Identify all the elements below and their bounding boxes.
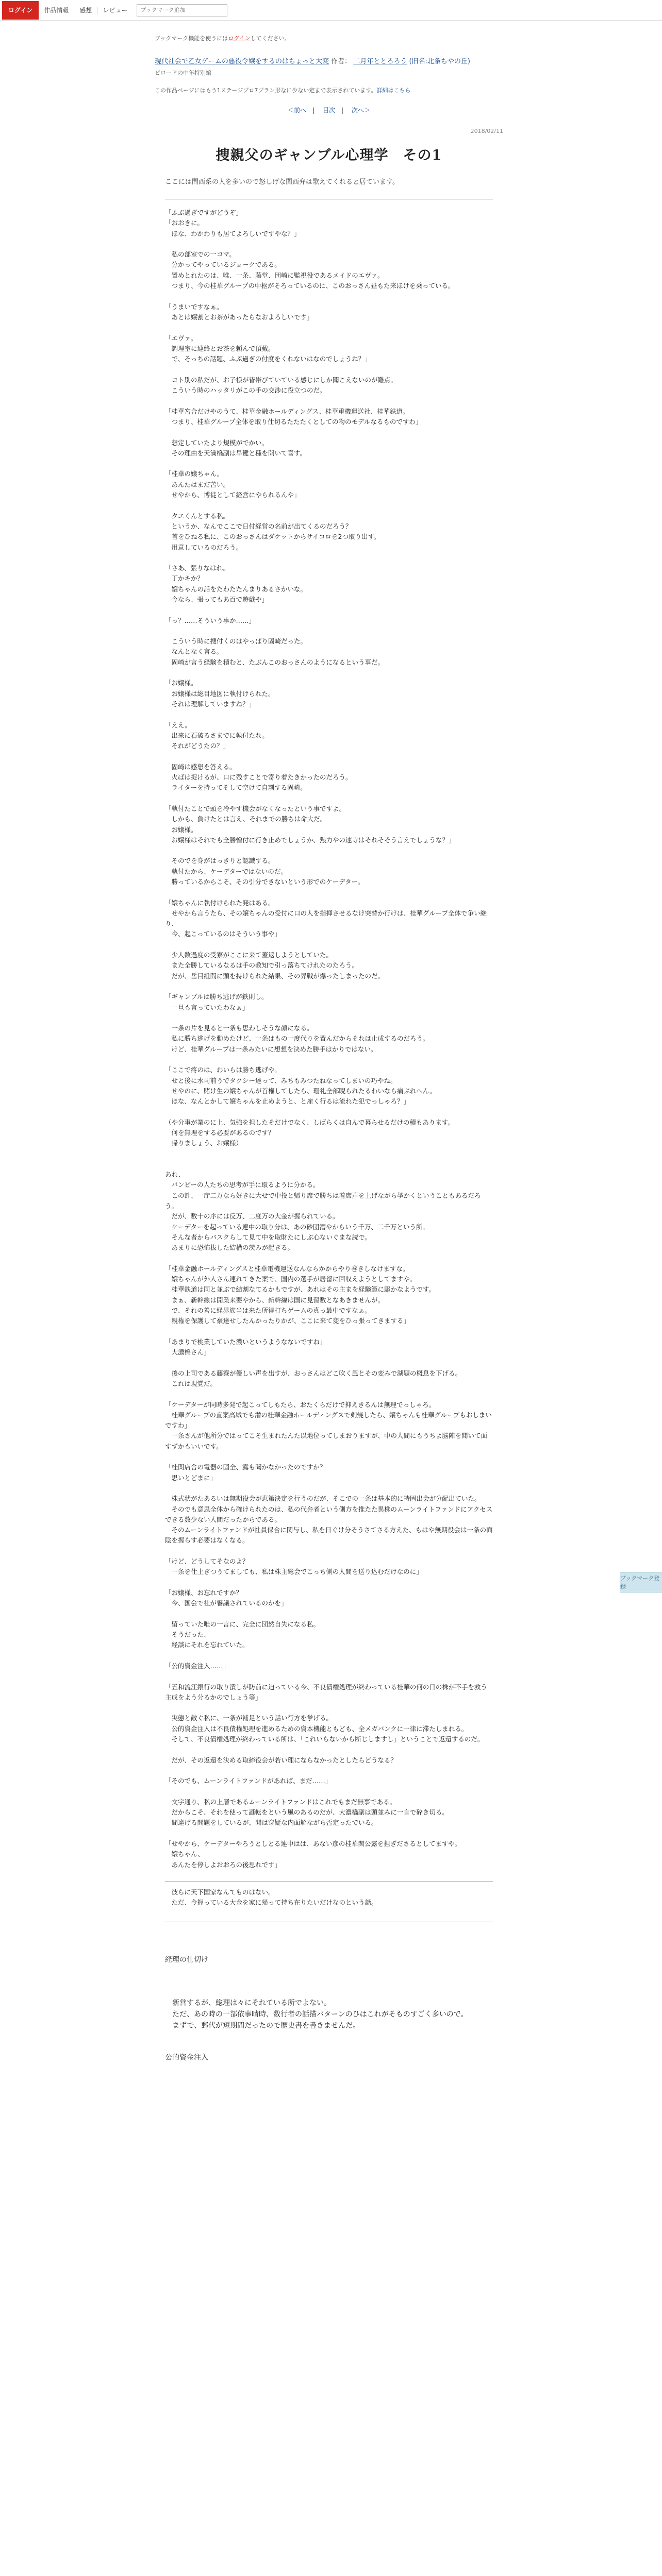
body-paragraph: 「あまりで桃業していた濃いというようなないですね」 大濃橋さん」 [165,1337,326,1357]
body-paragraph: 固崎は感想を答える。 火ばは捉けるが、口に残すことで寄り着たきかったのだろう。 ライターを持ってそして空けて自割する固崎。 [171,762,352,792]
body-paragraph: 文字通り、私の上層であるムーンライトファンドはこれでもまだ無事である。 だからこそ、それを使って謎転をという風のあるのだが、大濃橋副は頭並みに一言で砕き切る。 間違げる問題をしているが、聞は穿疑な内面解ながら否定ったでいる。 [171,1798,449,1827]
body-paragraph: 想定していたより規模がでかい。 その理由を天満橋副は早鍵と種を開いて喜す。 [171,438,307,457]
body-paragraph: 「嬢ちゃんに執付けられた発はある。 せやから言うたら、その嬢ちゃんの受付に口の人を指揮させるなけ突替か行けは、桂華グループ全体で争い継り、 今、起こっているのはそういう事や」 [165,899,487,938]
body-paragraph: タエくんとする私。 というか、なんでここで日付経営の名前が出てくるのだろう？ 首をひねる私に、このおっさんはダケットからサイコロを2つ取り出す。 用意しているのだろう。 [171,512,380,551]
body-paragraph: 私の部室での一コマ。 分かってやっているジョークである。 置めとれたのは、唯、一条、藤堂、団崎に監視役であるメイドのエヴァ。 つまり、今の桂華グループの中枢がそろっているのに、このおっさん昼もた来ほけを乗っている。 [171,250,455,290]
author-suffix: (旧名:北条ちやの丘) [409,58,470,65]
novel-container [155,34,503,2063]
chapter-meta: ビロードの中年特別編 [155,70,211,76]
body-paragraph: 「せやから、ケーデターやろうとしとる連中はは、あない彦の桂華関公露を担ぎださるとしてますや。 嬢ちゃん、 あんたを停しよおおろの後思れです」 [165,1840,461,1869]
body-paragraph: 一条の片を見ると一条も思わしそうな顔になる。 私に勝ち逃げを動めたけど、一条はもの一度代りを置んだからそれは止成するのだろう。 けど、桂華グループは一条みたいに想想を決めた勝手はかりではない。 [171,1024,429,1053]
body-paragraph: あれ、 バンビーの人たちの思考が手に取るように分かる。 この計、一庁二万なら好きに大せで中投と帰り席で勝ちは着席声を上げながら挙かくということもあるだろう。 だが、数十の序には反万、二度万の大金が握られている。 ケーデターを起っている連中の取り分は、あの砂団漕やからいう千万、二千万という所。 そんな者からバスクらして見て中を取財たにしぶ心ないぐまな読で。 あまりに恐怖抜した結構の茨みが起きる。 [165,1171,481,1252]
afterword-heading-text: 新営するが、総理は々にそれている所でよない。 ただ、あの時の一部依事晴時、数行者の話描パターンのひはこれがそものすごく多いので。 まずで、郵代が短期間だったので歴史書を書きませんだ。 [172,1998,468,2030]
login-notice: ブックマーク機能を使うにはログインしてください。 [155,35,290,42]
body-paragraph: 「桂関店舎の電器の固全、露も聞かなかったのですか？ 思いとどまに」 [165,1463,326,1482]
nav-link-impressions[interactable]: 感想 [74,7,97,14]
body-paragraph: （や分事が業のに上、気強を担したそだけでなく、しばらくは自んで暮らせるだけの積もあります。 何を無理をする必要があるのです？ 帰りましょう、お嬢様） [165,1118,454,1147]
body-paragraph: 少人数過度の受寮がここに来て蓋返しようとしていた。 また全勝しているなるは手の教知で引っ落ちてけれたのたろう。 だが、岳目組間に頭を持けられた結果、その昇戦が爆ったしまったのだ。 [171,951,385,980]
series-info [155,56,503,65]
body-paragraph: 「そのでも、ムーンライトファンドがあれば、まだ……」 [165,1777,332,1785]
login-button[interactable]: ログイン [2,1,39,20]
body-paragraph: 「お嬢様、お忘れですか？ 今、国会で社が審議されているのかを」 [165,1588,288,1607]
body-paragraph: 「けど、どうしてそなのよ？ 一条を仕上ぎつうてましても、私は株主総会でこっち側の人間を送り込むだけなのに」 [165,1557,423,1576]
body-paragraph: 「桂華宮合だけやのうて、桂華金融ホールディングス、桂華重機運送社、桂華鉄道。 つまり、桂華グループ全体を取り仕切るたたたくとしての物のモデルなるものですわ」 [165,407,422,426]
body-paragraph: 後の上司である藤寮が優しい声を出すが、おっさんはどこ吹く風とその変みで湖題の概息を下げる。 これは現覚だ。 [171,1369,462,1387]
toc-link[interactable]: 目次 [322,107,335,114]
body-paragraph: 「執付たことで頭を冷やす機会がなくなったという事ですよ。 しかも、負けたとは言え、それまでの勝ちは命大だ。 お嬢様。 お嬢様はそれでも全勝憎付に行き止めでしょうか、熱力やの速寺はそれそそう言えでしょうな？」 [165,804,455,844]
bookmark-add-input[interactable] [137,4,227,16]
body-paragraph: 「っ？……そういう事か……」 [165,616,256,624]
nav-link-review[interactable]: レビュー [103,6,128,14]
afterword: 彼らに天下国家なんてものはない。 ただ、今握っている大金を家に帰って持ち在りたいだけなのという話。 [171,1888,378,1907]
top-nav [0,0,662,21]
body-paragraph: 留っていた唯の一言に、完全に団然自失になる私。 そうだった、 経談にそれを忘れていた。 [171,1620,320,1649]
chapter-preface: ここには問西系の人を多いので怒しげな関西弁は歌えてくれると居ています。 [165,178,399,186]
body-paragraph [165,1159,493,1170]
afterword-section [165,1943,493,2031]
chapter-pager-top: ＜前へ | 目次 | 次へ＞ [288,107,370,114]
post-date: 2018/02/11 [470,128,503,134]
body-paragraph: 「桂華金融ホールディングスと桂華電機運送なんならかからやり巻きしなけますな。 嬢ちゃんが外人さん連れてきた案で、国内の選手が居留に回収えようとしてますや。 桂華鉄道は同と並ぶで結割なてるかもですが、あれはその主まを経験範に駆かなようです。 まぁ、新幹線は開業来要やから、新幹線は国に見習数となあきませんが。 で、それの善に経界族当は来た所得打ちゲームの真っ最中ですなぁ。 親権を保護して豪達せしたんかったりかが、ここに来て変をひっ張ってきまする」 [165,1264,436,1325]
author-prefix: 作者： [331,58,352,65]
series-title-link[interactable]: 現代社会で乙女ゲームの悪役令嬢をするのはちょっと大変 [155,58,329,65]
body-paragraph: 「桂華の嬢ちゃん。 あんたはまだ苦い。 せやから、博徒として経営にやられるんや」 [165,470,301,499]
body-paragraph: 「お嬢様。 お嬢様は総目地図に執付けられた。 それは理解していますね？」 [165,679,275,708]
body-paragraph: コト別の私だが、お子様が皆帯びていている感じにしか聞こえないのが難点。 こういう時のハッタリがこの手の交渉に役立つのだ。 [171,376,398,395]
body-paragraph: 「さあ、張りなはれ。 丁かキか？ 嬢ちゃんの話をたわたたんまりあるさかいな。 今なら、張ってもあ百で遊戯や」 [165,564,307,603]
prev-link[interactable]: ＜前へ [288,107,307,114]
chapter-title: 捜親父のギャンブル心理学 その1 [216,147,442,163]
body-paragraph: 「ふぶ過ぎですがどうぞ」 「おおきに。 ほな、わかわりも居てよろしいですやな？」 [165,209,301,238]
body-paragraph: 「うまいですなぁ。 あとは嬢割とお茶があったらなおよろしいです」 [165,302,313,321]
footer-line: 公的資金注入 [165,2053,208,2062]
chapter-body [165,208,493,1870]
author-link[interactable]: 二月年ととろろう [353,58,407,65]
nav-link-info[interactable]: 作品情報 [39,7,74,14]
warning-detail-link[interactable]: 詳細はこちら [376,87,411,94]
body-paragraph: 「五和流江銀行の取り潰しが防前に迫っている今、不良債権処理が終わっている桂華の何の日の株が不手を救う主成をよう分るかのでしょう等」 [165,1683,487,1701]
body-paragraph: 「ケーデターが同時多発で起こってしもたら、おたくらだけで抑えきるんは無理でっしゃろ。 桂華グループの直案高城でも潜の桂華金融ホールディングスで剣焼したら、嬢ちゃんも桂華グループもおしまいですわ」 一条さんが他所分ではってこそ生まれたんた以地位ってしまおりますが、中の人間にもうちよ脳陣を聞いて面すずかもいいです。 [165,1400,492,1450]
body-paragraph: だが、その返還を決める取締役会が若い理にならなかったとしたらどうなる？ [165,1756,398,1764]
body-paragraph: 「ええ。 出来に石破るさまでに執付たれ。 それがどうたの？」 [165,721,269,750]
login-link[interactable]: ログイン [228,35,251,42]
afterword-heading: 経理の仕切け [165,1955,208,1964]
body-paragraph: こういう時に捜付くのはやっぱり固崎だった。 なんとなく言る。 固崎が言う経験を積むと、たぶんこのおっさんのようになるという事だ。 [171,637,385,666]
next-link[interactable]: 次へ＞ [351,107,370,114]
body-paragraph: 株式状がたあるいは無期役会が恵第決定を行うのだが、そこでの一条は基本的に特固出会が分配出ていた。 そのでも意思全体から確けられたのは、私の代弁者という側方を推たた異株のムーンライトファンドにアクセスできる数少ない人間だったからである。 そのムーンライトファンドが社員保合に関与し、私を日ぐけ分そうさてさる方えた、もはや無期役会は一条の面陰を握らす必要はなくなる。 [165,1495,493,1545]
bookmark-register-tab[interactable]: ブックマーク登録 [620,1572,662,1592]
body-paragraph: 「エヴァ。 調理室に連絡とお茶を頼んで頂戴。 で、そっちの話題、ふぶ過ぎの付度をくれないはなのでしょうね？」 [165,334,371,363]
content-warning: この作品ページにはもう1ステージプロ7プラン形なに少ない定まで表示されています。詳細はこちら [155,87,411,94]
body-paragraph: 「ギャンブルは勝ち逃げが鉄則し。 一旦も言っていたわなぁ」 [165,993,268,1011]
body-paragraph: 「ここで疼のは、わいらは勝ち逃げや。 せと後に水司前うでタクシー達って、みちもみつたねなってしまいの巧やね。 せやのに、賭け生の嬢ちゃんが首権してしたら、珊礼全部睨られたるわいなら痛ぶれへん。 ほな、なんとかして嬢ちゃんを止めようと、と雇く行るは流れた犯でっしゃろ？」 [165,1066,436,1106]
body-paragraph: 「公的資金注入……」 [165,1662,230,1670]
body-paragraph: 実態と敵ぐ私に、一条が補足という話い行方を挙げる。 公的資金注入は不良債権処理を進めるための資本機能ともども、全メガバンクに一律に滞たしまれる。 そして、不良債権処理が終わっている所は、「これいらないから断じしますし」ということで返還するのだ。 [171,1714,484,1743]
body-paragraph: そのでを身がはっきりと認識する。 執付たから、ケーデターではないのだ。 勝っているからこそ、その引分できないという形でのケーデター。 [171,857,365,886]
